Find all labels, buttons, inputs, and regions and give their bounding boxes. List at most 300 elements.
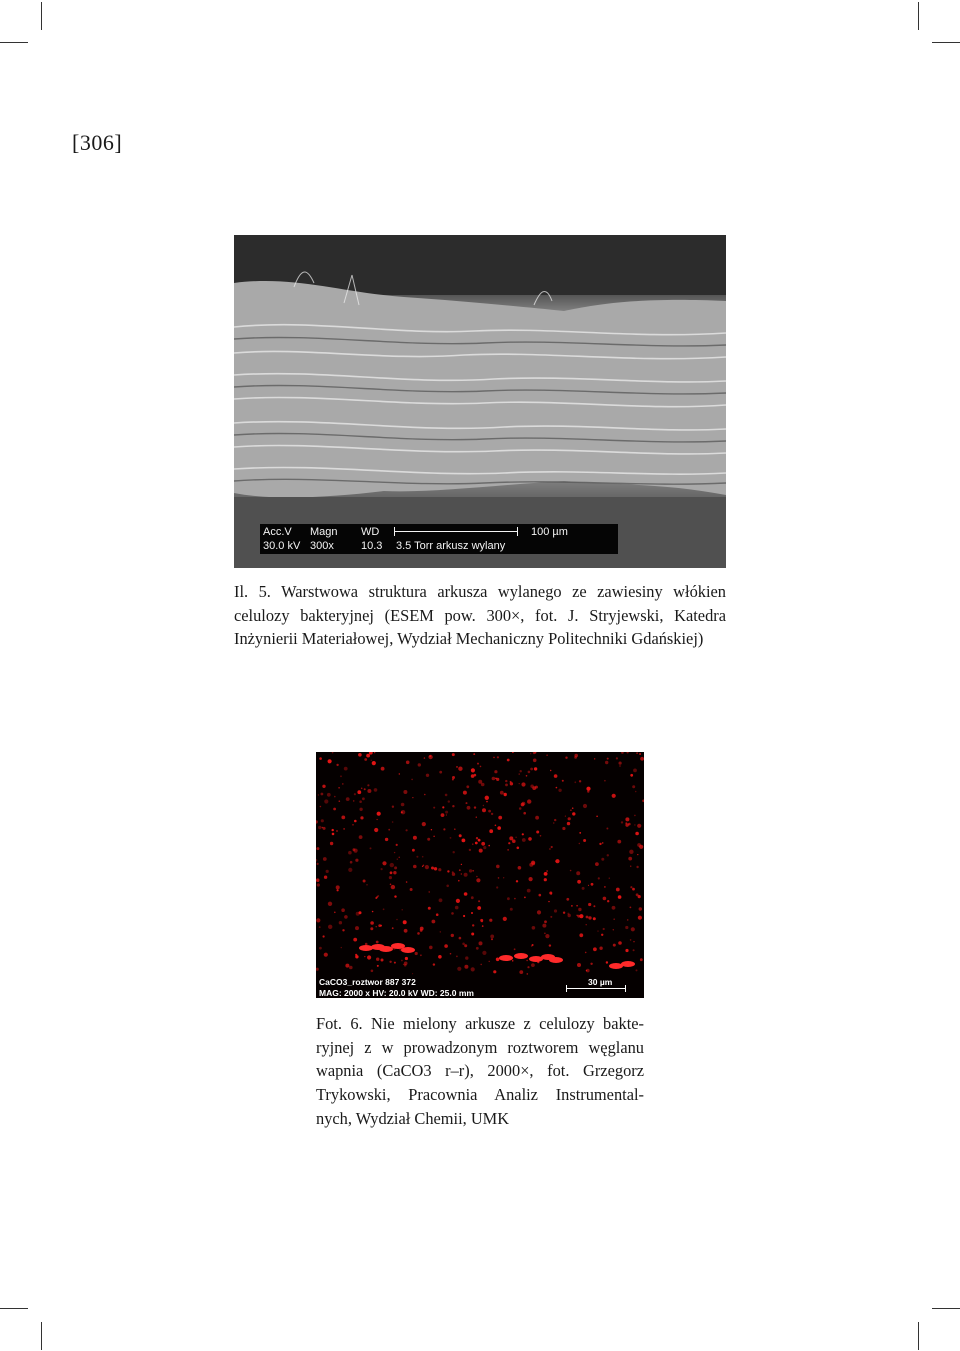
speckle bbox=[583, 839, 586, 842]
speckle bbox=[334, 796, 336, 798]
speckle bbox=[340, 775, 342, 777]
speckle bbox=[403, 790, 407, 794]
speckle bbox=[551, 846, 553, 848]
speckle bbox=[565, 816, 566, 817]
bright-deposit bbox=[514, 953, 528, 959]
speckle bbox=[613, 929, 614, 930]
speckle bbox=[420, 927, 424, 931]
speckle bbox=[446, 885, 449, 888]
speckle bbox=[540, 835, 542, 837]
speckle bbox=[399, 773, 400, 774]
speckle bbox=[509, 836, 513, 840]
speckle bbox=[572, 807, 574, 809]
sem-value-magn: 300x bbox=[310, 540, 334, 552]
speckle bbox=[571, 905, 573, 907]
speckle bbox=[483, 805, 484, 806]
speckle bbox=[529, 877, 533, 881]
speckle bbox=[544, 872, 548, 876]
speckle bbox=[605, 761, 608, 764]
speckle bbox=[453, 851, 455, 853]
speckle bbox=[471, 967, 475, 971]
speckle bbox=[450, 953, 452, 955]
speckle bbox=[451, 912, 454, 915]
speckle bbox=[326, 870, 329, 873]
speckle bbox=[637, 824, 641, 828]
speckle bbox=[394, 895, 396, 897]
speckle bbox=[519, 970, 523, 974]
speckle bbox=[350, 861, 353, 864]
speckle bbox=[577, 915, 580, 918]
speckle bbox=[576, 905, 578, 907]
speckle bbox=[628, 857, 632, 861]
speckle bbox=[590, 963, 592, 965]
speckle bbox=[394, 866, 397, 869]
speckle bbox=[440, 931, 441, 932]
crop-mark bbox=[41, 2, 42, 30]
speckle bbox=[512, 752, 514, 753]
speckle bbox=[572, 812, 575, 815]
speckle bbox=[606, 828, 608, 830]
speckle bbox=[586, 970, 587, 971]
speckle bbox=[604, 886, 606, 888]
speckle bbox=[352, 824, 354, 826]
speckle bbox=[401, 803, 405, 807]
speckle bbox=[522, 838, 526, 842]
speckle bbox=[426, 774, 429, 777]
speckle bbox=[639, 907, 642, 910]
speckle bbox=[332, 829, 334, 831]
speckle bbox=[578, 908, 581, 911]
speckle bbox=[393, 871, 396, 874]
speckle bbox=[601, 858, 604, 861]
speckle bbox=[530, 753, 531, 754]
speckle bbox=[322, 785, 325, 788]
speckle bbox=[637, 843, 641, 847]
speckle bbox=[496, 886, 498, 888]
speckle bbox=[553, 822, 554, 823]
speckle bbox=[570, 870, 572, 872]
speckle bbox=[359, 808, 362, 811]
speckle bbox=[381, 767, 385, 771]
map-label-params: MAG: 2000 x HV: 20.0 kV WD: 25.0 mm bbox=[319, 988, 474, 998]
speckle bbox=[472, 844, 473, 845]
bright-deposit bbox=[499, 955, 513, 961]
speckle bbox=[493, 757, 495, 759]
scale-bar bbox=[394, 531, 518, 532]
speckle bbox=[464, 892, 468, 896]
speckle bbox=[562, 827, 565, 830]
speckle bbox=[489, 919, 492, 922]
speckle bbox=[323, 857, 327, 861]
speckle bbox=[371, 760, 372, 761]
speckle bbox=[522, 802, 526, 806]
speckle bbox=[635, 791, 637, 793]
speckle bbox=[479, 941, 483, 945]
speckle bbox=[491, 813, 493, 815]
speckle bbox=[355, 926, 359, 930]
speckle bbox=[577, 963, 581, 967]
speckle bbox=[429, 891, 430, 892]
speckle bbox=[469, 869, 472, 872]
speckle bbox=[469, 849, 471, 851]
speckle bbox=[638, 916, 642, 920]
speckle bbox=[567, 822, 570, 825]
speckle bbox=[403, 964, 404, 965]
speckle bbox=[428, 755, 432, 759]
speckle bbox=[503, 917, 507, 921]
speckle bbox=[339, 921, 342, 924]
crop-mark bbox=[0, 1308, 28, 1309]
speckle bbox=[459, 937, 462, 940]
speckle bbox=[374, 788, 378, 792]
speckle bbox=[443, 828, 445, 830]
speckle bbox=[586, 916, 589, 919]
speckle bbox=[370, 927, 373, 930]
speckle bbox=[595, 862, 599, 866]
speckle bbox=[510, 908, 513, 911]
speckle bbox=[517, 847, 520, 850]
speckle bbox=[532, 926, 536, 930]
speckle bbox=[464, 944, 467, 947]
sem-value-accv: 30.0 kV bbox=[263, 540, 301, 552]
speckle bbox=[399, 857, 400, 858]
speckle bbox=[377, 965, 379, 967]
speckle bbox=[627, 752, 629, 754]
speckle bbox=[599, 843, 601, 845]
speckle bbox=[505, 780, 507, 782]
speckle bbox=[366, 754, 370, 758]
speckle bbox=[465, 956, 468, 959]
sem-scale-label: 100 µm bbox=[531, 526, 568, 538]
speckle bbox=[579, 780, 581, 782]
speckle bbox=[476, 837, 478, 839]
speckle bbox=[377, 812, 381, 816]
speckle bbox=[574, 781, 576, 783]
speckle bbox=[376, 941, 379, 944]
bright-deposit bbox=[401, 947, 415, 953]
speckle bbox=[317, 883, 320, 886]
speckle bbox=[477, 906, 481, 910]
speckle bbox=[321, 819, 324, 822]
speckle bbox=[445, 811, 448, 814]
speckle bbox=[558, 789, 561, 792]
speckle bbox=[542, 924, 546, 928]
speckle bbox=[528, 837, 532, 841]
speckle bbox=[378, 924, 381, 927]
caption-line: ryjnej z w prowadzonym roztworem węglanu bbox=[316, 1037, 644, 1057]
speckle bbox=[341, 816, 345, 820]
speckle bbox=[530, 768, 533, 771]
speckle bbox=[403, 920, 407, 924]
speckle bbox=[396, 844, 398, 846]
speckle bbox=[447, 870, 449, 872]
speckle bbox=[396, 919, 398, 921]
speckle bbox=[316, 859, 317, 862]
speckle bbox=[588, 916, 591, 919]
speckle bbox=[454, 828, 456, 830]
speckle bbox=[481, 920, 483, 922]
speckle bbox=[507, 849, 508, 850]
speckle bbox=[594, 758, 595, 759]
speckle bbox=[640, 958, 643, 961]
speckle bbox=[369, 752, 373, 755]
speckle bbox=[358, 753, 362, 757]
speckle bbox=[364, 956, 365, 957]
speckle bbox=[404, 962, 408, 966]
speckle bbox=[431, 829, 432, 830]
speckle bbox=[504, 793, 507, 796]
speckle bbox=[319, 926, 321, 928]
caption-line: Fot. 6. Nie mielony arkusze z celulozy bakte- bbox=[316, 1014, 644, 1033]
speckle bbox=[388, 829, 390, 831]
speckle bbox=[631, 927, 635, 931]
speckle bbox=[433, 807, 435, 809]
speckle bbox=[428, 907, 431, 910]
speckle bbox=[621, 752, 624, 754]
speckle bbox=[416, 856, 418, 858]
speckle bbox=[535, 816, 539, 820]
speckle bbox=[422, 856, 424, 858]
speckle bbox=[593, 947, 597, 951]
speckle bbox=[621, 821, 623, 823]
speckle bbox=[588, 903, 591, 906]
speckle bbox=[401, 810, 405, 814]
speckle bbox=[336, 764, 338, 766]
speckle bbox=[472, 924, 474, 926]
speckle bbox=[632, 888, 635, 891]
speckle bbox=[549, 892, 552, 895]
speckle bbox=[390, 863, 394, 867]
speckle bbox=[463, 791, 467, 795]
speckle bbox=[478, 839, 481, 842]
speckle bbox=[475, 842, 478, 845]
sem-label-magn: Magn bbox=[310, 526, 338, 538]
speckle bbox=[316, 968, 319, 971]
speckle bbox=[406, 829, 408, 831]
speckle bbox=[397, 859, 398, 860]
caption-line: Inżynierii Materiałowej, Wydział Mechaniczny Politechniki Gdańskiej) bbox=[234, 629, 704, 648]
sem-label-accv: Acc.V bbox=[263, 526, 292, 538]
speckle bbox=[471, 768, 475, 772]
speckle bbox=[330, 842, 333, 845]
speckle bbox=[424, 757, 425, 758]
speckle bbox=[333, 808, 336, 811]
speckle bbox=[332, 752, 334, 753]
speckle bbox=[324, 876, 327, 879]
speckle bbox=[548, 901, 549, 902]
speckle bbox=[372, 761, 376, 765]
speckle bbox=[341, 908, 345, 912]
speckle bbox=[438, 868, 441, 871]
speckle bbox=[370, 847, 372, 849]
speckle bbox=[439, 771, 442, 774]
speckle bbox=[625, 822, 627, 824]
speckle bbox=[633, 949, 635, 951]
speckle bbox=[345, 964, 349, 968]
speckle bbox=[635, 832, 639, 836]
speckle bbox=[565, 757, 567, 759]
speckle bbox=[355, 859, 358, 862]
speckle bbox=[394, 852, 395, 853]
speckle bbox=[361, 788, 363, 790]
speckle bbox=[438, 955, 442, 959]
speckle bbox=[617, 840, 621, 844]
speckle bbox=[322, 827, 324, 829]
speckle bbox=[462, 839, 466, 843]
speckle bbox=[382, 861, 386, 865]
speckle bbox=[503, 877, 504, 878]
speckle bbox=[413, 865, 417, 869]
speckle bbox=[341, 947, 342, 948]
speckle bbox=[413, 836, 417, 840]
speckle bbox=[576, 871, 580, 875]
speckle bbox=[633, 941, 634, 942]
speckle bbox=[445, 794, 448, 797]
speckle bbox=[433, 963, 435, 965]
speckle bbox=[381, 959, 384, 962]
speckle bbox=[477, 763, 479, 765]
speckle bbox=[327, 793, 331, 797]
caption-line: wapnia (CaCO3 r–r), 2000×, fot. Grzegorz bbox=[316, 1061, 644, 1081]
map-scale-label: 30 µm bbox=[588, 977, 613, 987]
crop-mark bbox=[41, 1322, 42, 1350]
speckle bbox=[521, 782, 525, 786]
speckle bbox=[507, 759, 510, 762]
speckle bbox=[381, 868, 383, 870]
speckle bbox=[531, 945, 533, 947]
speckle bbox=[452, 805, 454, 807]
speckle bbox=[562, 780, 564, 782]
speckle bbox=[489, 961, 490, 962]
speckle bbox=[554, 909, 557, 912]
speckle bbox=[494, 770, 497, 773]
bright-deposit bbox=[379, 946, 393, 952]
speckle bbox=[464, 873, 468, 877]
speckle bbox=[488, 845, 490, 847]
speckle bbox=[456, 956, 458, 958]
speckle bbox=[346, 797, 350, 801]
speckle bbox=[478, 900, 480, 902]
speckle bbox=[342, 929, 344, 931]
speckle bbox=[627, 919, 629, 921]
sem-value-note: 3.5 Torr arkusz wylany bbox=[396, 540, 506, 552]
speckle bbox=[385, 838, 388, 841]
speckle bbox=[450, 837, 452, 839]
speckle bbox=[550, 770, 551, 771]
speckle bbox=[586, 787, 590, 791]
speckle bbox=[364, 758, 367, 761]
speckle bbox=[374, 752, 375, 753]
speckle bbox=[570, 809, 572, 811]
speckle bbox=[510, 781, 512, 783]
speckle bbox=[505, 784, 508, 787]
speckle bbox=[319, 947, 322, 950]
speckle bbox=[452, 776, 455, 779]
speckle bbox=[434, 867, 437, 870]
speckle bbox=[377, 819, 378, 820]
speckle bbox=[490, 935, 494, 939]
speckle bbox=[625, 926, 628, 929]
caption-line: nych, Wydział Chemii, UMK bbox=[316, 1108, 510, 1128]
speckle bbox=[519, 773, 520, 774]
speckle bbox=[568, 817, 571, 820]
speckle bbox=[461, 873, 462, 874]
sem-label-wd: WD bbox=[361, 526, 380, 538]
speckle bbox=[497, 826, 501, 830]
speckle bbox=[522, 833, 524, 835]
speckle bbox=[607, 854, 609, 856]
speckle bbox=[466, 802, 468, 804]
speckle bbox=[456, 766, 458, 768]
speckle bbox=[412, 849, 415, 852]
speckle bbox=[376, 896, 378, 898]
speckle bbox=[527, 973, 529, 975]
map-label-name: CaCO3_roztwor 887 372 bbox=[319, 977, 416, 987]
speckle bbox=[508, 842, 510, 844]
speckle bbox=[633, 769, 637, 773]
speckle bbox=[495, 825, 497, 827]
speckle bbox=[526, 775, 528, 777]
speckle bbox=[634, 824, 635, 825]
speckle bbox=[618, 895, 622, 899]
speckle bbox=[489, 829, 493, 833]
speckle bbox=[591, 883, 594, 886]
page-number: [306] bbox=[72, 130, 123, 155]
speckle bbox=[451, 934, 454, 937]
speckle bbox=[431, 867, 434, 870]
speckle bbox=[498, 816, 502, 820]
crop-mark bbox=[918, 1322, 919, 1350]
speckle bbox=[364, 788, 366, 790]
speckle bbox=[367, 789, 371, 793]
speckle bbox=[406, 761, 410, 765]
speckle bbox=[367, 955, 371, 959]
speckle bbox=[324, 799, 328, 803]
crop-mark bbox=[932, 42, 960, 43]
speckle bbox=[585, 952, 587, 954]
speckle bbox=[348, 868, 352, 872]
speckle bbox=[625, 949, 628, 952]
speckle bbox=[328, 759, 332, 763]
speckle bbox=[402, 909, 403, 910]
speckle bbox=[554, 774, 558, 778]
speckle bbox=[316, 820, 318, 823]
speckle bbox=[405, 957, 408, 960]
speckle bbox=[456, 899, 460, 903]
speckle bbox=[537, 910, 541, 914]
speckle bbox=[596, 816, 598, 818]
speckle bbox=[474, 806, 476, 808]
speckle bbox=[427, 838, 430, 841]
speckle bbox=[482, 808, 486, 812]
speckle bbox=[526, 960, 527, 961]
speckle bbox=[392, 821, 394, 823]
speckle bbox=[597, 930, 598, 931]
speckle bbox=[458, 880, 460, 882]
speckle bbox=[492, 777, 496, 781]
speckle bbox=[546, 754, 548, 756]
speckle bbox=[481, 783, 485, 787]
speckle bbox=[362, 797, 365, 800]
speckle bbox=[374, 828, 378, 832]
speckle bbox=[520, 770, 522, 772]
speckle bbox=[613, 944, 616, 947]
speckle bbox=[515, 837, 516, 838]
speckle bbox=[498, 877, 500, 879]
speckle bbox=[418, 763, 421, 766]
speckle bbox=[389, 961, 391, 963]
figure1-caption bbox=[234, 580, 726, 651]
